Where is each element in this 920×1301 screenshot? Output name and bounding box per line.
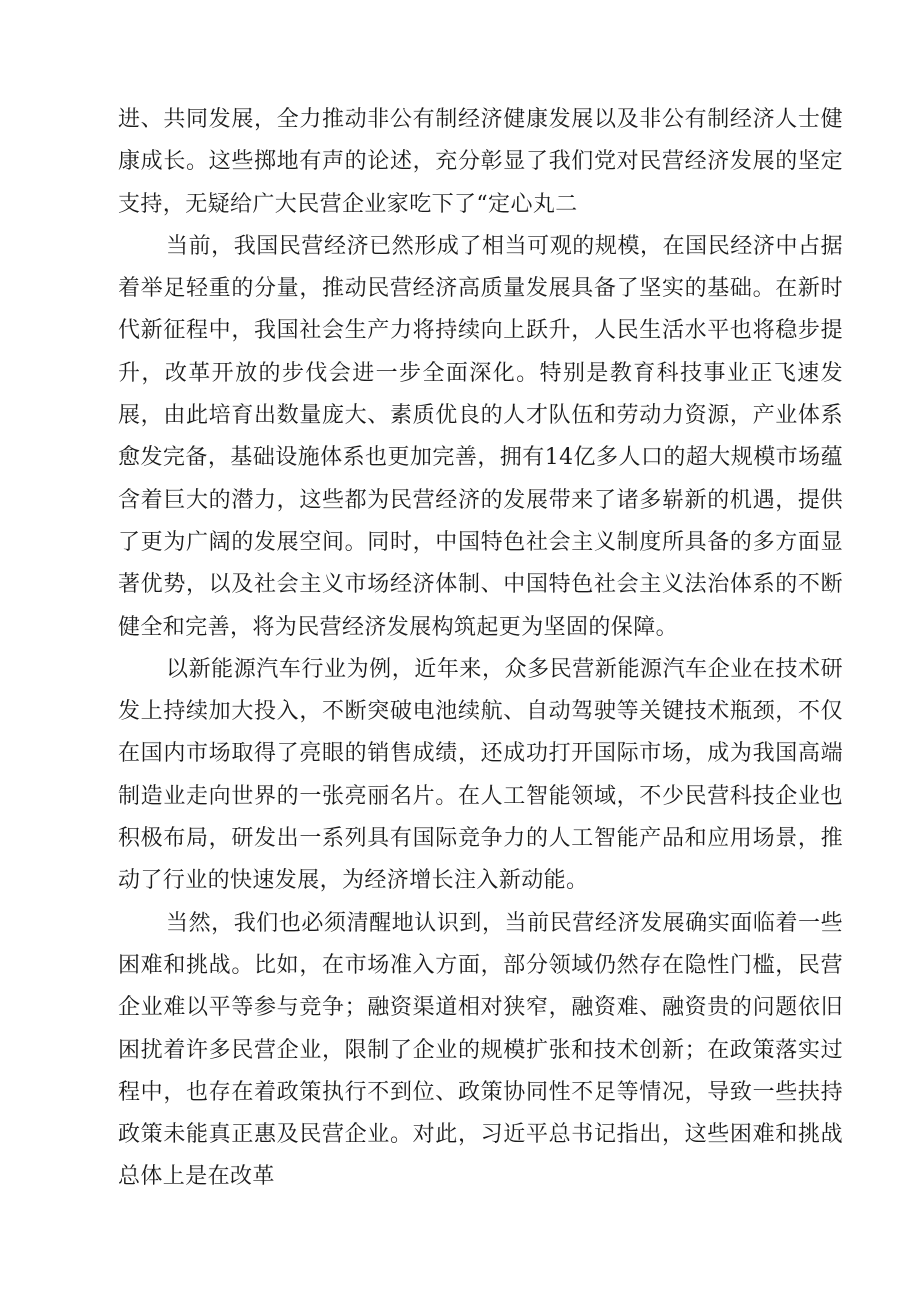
paragraph-new-energy-example: 以新能源汽车行业为例，近年来，众多民营新能源汽车企业在技术研发上持续加大投入，不断突破电池续航、自动驾驶等关键技术瓶颈，不仅在国内市场取得了亮眼的销售成绩，还成功打开国际市场，成为我国高端制造业走向世界的一张亮丽名片。在人工智能领域，不少民营科技企业也积极布局，研发出一系列具有国际竞争力的人工智能产品和应用场景，推动了行业的快速发展，为经济增长注入新动能。 (118, 656, 843, 894)
document-body (118, 99, 843, 1199)
paragraph-scale-and-opportunities: 当前，我国民营经济已然形成了相当可观的规模，在国民经济中占据着举足轻重的分量，推动民营经济高质量发展具备了坚实的基础。在新时代新征程中，我国社会生产力将持续向上跃升，人民生活水平也将稳步提升，改革开放的步伐会进一步全面深化。特别是教育科技事业正飞速发展，由此培育出数量庞大、素质优良的人才队伍和劳动力资源，产业体系愈发完备，基础设施体系也更加完善，拥有14亿多人口的超大规模市场蕴含着巨大的潜力，这些都为民营经济的发展带来了诸多崭新的机遇，提供了更为广阔的发展空间。同时，中国特色社会主义制度所具备的多方面显著优势，以及社会主义市场经济体制、中国特色社会主义法治体系的不断健全和完善，将为民营经济发展构筑起更为坚固的保障。 (118, 233, 843, 640)
paragraph-continuation: 进、共同发展，全力推动非公有制经济健康发展以及非公有制经济人士健康成长。这些掷地有声的论述，充分彰显了我们党对民营经济发展的坚定支持，无疑给广大民营企业家吃下了“定心丸二 (118, 107, 843, 217)
paragraph-challenges: 当然，我们也必须清醒地认识到，当前民营经济发展确实面临着一些困难和挑战。比如，在市场准入方面，部分领域仍然存在隐性门槛，民营企业难以平等参与竞争；融资渠道相对狭窄，融资难、融资贵的问题依旧困扰着许多民营企业，限制了企业的规模扩张和技术创新；在政策落实过程中，也存在着政策执行不到位、政策协同性不足等情况，导致一些扶持政策未能真正惠及民营企业。对此，习近平总书记指出，这些困难和挑战总体上是在改革 (118, 910, 843, 1190)
